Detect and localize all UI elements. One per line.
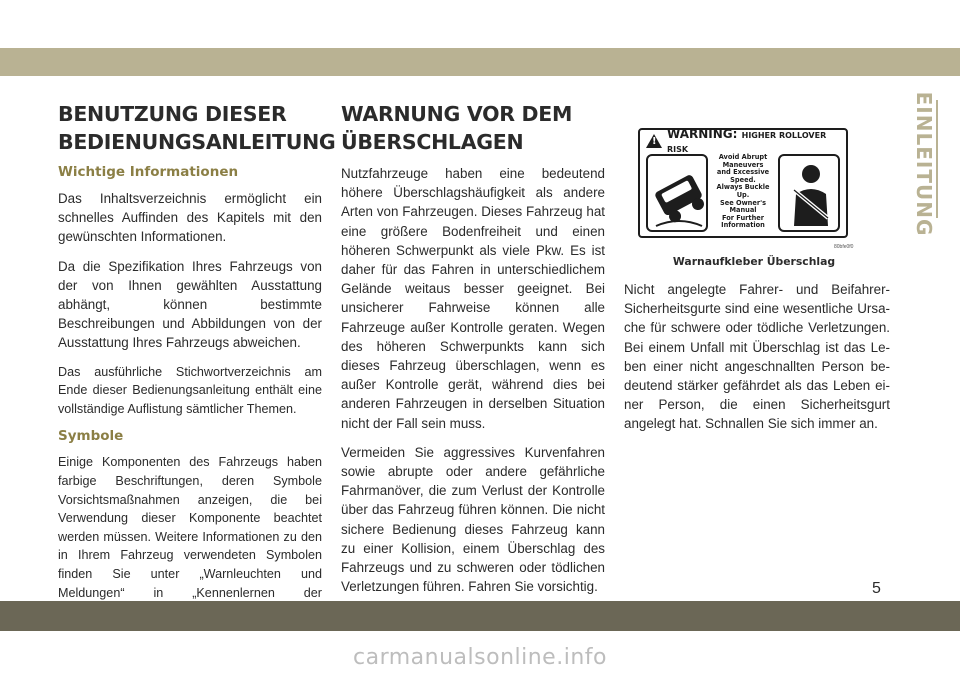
figure-code: 80bfe0f0	[834, 244, 854, 250]
header-band	[0, 48, 960, 76]
figure-caption: Warnaufkleber Überschlag	[672, 255, 836, 268]
label-line-1: Avoid Abrupt Maneuvers	[718, 153, 768, 169]
heading-usage-line1: BENUTZUNG DIESER	[58, 102, 287, 126]
heading-rollover-line1: WARNUNG VOR DEM	[341, 102, 573, 126]
section-tab-label: EINLEITUNG	[912, 91, 936, 237]
paragraph-index: Das ausführliche Stichwortverzeichnis am Ende dieser Bedienungsanleitung enthält eine vollständige Auflistung sämtlicher Themen.	[58, 364, 322, 416]
label-warning-word: WARNING:	[667, 127, 738, 141]
paragraph-avoid-maneuvers: Vermeiden Sie aggressives Kurvenfahren sowie abrupte oder andere gefährliche Fahrmanöver, die zum Verlust der Kontrolle über das Fahrzeug führen können. Die nicht sichere Bedienung dieses Fahrzeug kann zu einer Kollision, einem Überschlag des Fahrzeugs und zu schweren oder tödlichen Verletzungen führen. Fahren Sie vorsichtig.	[341, 444, 605, 595]
label-instructions	[712, 154, 774, 230]
label-header	[642, 127, 844, 154]
seatbelt-person-icon	[778, 154, 840, 232]
rollover-warning-label	[638, 128, 848, 238]
page-number: 5	[872, 580, 881, 597]
label-risk-text: HIGHER ROLLOVER RISK	[667, 131, 827, 154]
label-line-3: Always Buckle Up.	[716, 183, 770, 199]
label-line-5: For Further Information	[721, 213, 765, 230]
column-seatbelt	[624, 100, 890, 444]
subheading-symbols: Symbole	[58, 428, 124, 445]
watermark-text: carmanualsonline.info	[353, 645, 607, 670]
subheading-important-info: Wichtige Informationen	[58, 164, 239, 180]
paragraph-rollover-risk: Nutzfahrzeuge haben eine bedeutend höhere Überschlagshäufigkeit als andere Arten von Fahrzeugen. Dieses Fahrzeug hat eine größere Bodenfreiheit und einen höheren Schwerpunkt als viele Pkw. Es ist daher für das Fahren in unterschiedlichem Gelände weitaus besser geeignet. Bei unsicherer Fahrweise können alle Fahrzeuge außer Kontrolle geraten. Wegen des höheren Schwerpunkts kann sich dieses Fahrzeug überschlagen, wenn es außer Kontrolle gerät, während dies bei anderen Fahrzeugen in derselben Situation nicht der Fall sein muss.	[341, 166, 605, 431]
label-line-4: See Owner's Manual	[719, 198, 767, 215]
rollover-vehicle-icon	[646, 154, 708, 232]
rollover-warning-figure	[637, 127, 861, 249]
paragraph-toc: Das Inhaltsverzeichnis ermöglicht ein schnelles Auffinden des Kapitels mit den gewünschten Informationen.	[58, 191, 322, 245]
label-body	[646, 154, 840, 230]
footer-band	[0, 601, 960, 631]
paragraph-seatbelt: Nicht angelegte Fahrer- und Beifahrer-Sicherheitsgurte sind eine wesentliche Ursache für schwere oder tödliche Verletzungen. Bei einem Unfall mit Überschlag ist das Leben einer nicht angeschnallten Person bedeutend stärker gefährdet als das Leben einer Person, die einen Sicherheitsgurt angelegt hat. Schnallen Sie sich immer an.	[624, 282, 890, 432]
section-tab-rule	[936, 100, 938, 218]
paragraph-symbols: Einige Komponenten des Fahrzeugs haben farbige Beschriftungen, deren Symbole Vorsichtsmaßnahmen anzeigen, die bei Verwendung dieser Komponente beachtet werden müssen. Weitere Informationen zu den in Ihrem Fahrzeug verwendeten Symbolen finden Sie unter „Warnleuchten und Meldungen“ in „Kennenlernen der	[58, 455, 322, 600]
heading-rollover	[341, 100, 605, 156]
column-rollover	[341, 100, 605, 606]
column-usage	[58, 100, 336, 631]
heading-rollover-line2: ÜBERSCHLAGEN	[341, 130, 524, 154]
heading-usage	[58, 100, 336, 156]
paragraph-specification: Da die Spezifikation Ihres Fahrzeugs von der von Ihnen gewählten Ausstattung abhängt, können bestimmte Beschreibungen und Abbildungen von der Ausstattung Ihres Fahrzeugs abweichen.	[58, 258, 322, 351]
label-line-2: and Excessive Speed.	[716, 168, 770, 184]
heading-usage-line2: BEDIENUNGSANLEITUNG	[58, 130, 336, 154]
warning-triangle-icon	[646, 134, 662, 148]
